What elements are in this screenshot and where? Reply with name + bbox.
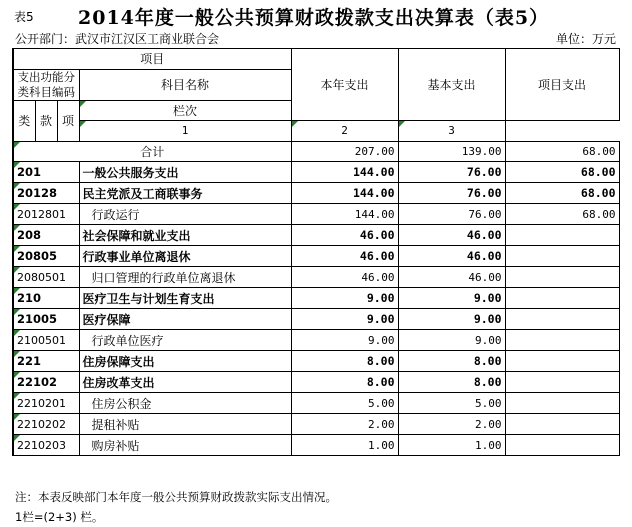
total-basic: 139.00: [398, 141, 505, 162]
table-row: [13, 288, 619, 309]
row-this-year: 2.00: [291, 414, 398, 435]
table-row: [13, 267, 619, 288]
row-basic: 76.00: [398, 183, 505, 204]
row-code: 2210203: [13, 435, 79, 456]
row-code: 210: [13, 288, 79, 309]
table-row: [13, 183, 619, 204]
department-label: 公开部门：武汉市江汉区工商业联合会: [15, 32, 220, 46]
table-row: [13, 414, 619, 435]
header-kuan: 款: [35, 100, 57, 141]
row-this-year: 1.00: [291, 435, 398, 456]
row-this-year: 144.00: [291, 204, 398, 225]
table-row: [13, 330, 619, 351]
row-project: [505, 267, 619, 288]
row-project: [505, 393, 619, 414]
table-row: [13, 309, 619, 330]
unit-label: 单位：万元: [555, 32, 616, 46]
row-name: 社会保障和就业支出: [79, 225, 291, 246]
row-project: [505, 351, 619, 372]
row-name: 提租补贴: [79, 414, 291, 435]
row-basic: 76.00: [398, 204, 505, 225]
row-name: 行政单位医疗: [79, 330, 291, 351]
row-name: 住房公积金: [79, 393, 291, 414]
row-this-year: 46.00: [291, 267, 398, 288]
col-index-1: 1: [79, 121, 291, 142]
row-code: 2012801: [13, 204, 79, 225]
col-index-2: 2: [291, 121, 398, 142]
table-row: [13, 393, 619, 414]
row-this-year: 144.00: [291, 162, 398, 183]
total-project: 68.00: [505, 141, 619, 162]
row-name: 购房补贴: [79, 435, 291, 456]
row-code: 221: [13, 351, 79, 372]
header-subject-name: 科目名称: [79, 69, 291, 100]
row-project: 68.00: [505, 183, 619, 204]
row-this-year: 8.00: [291, 351, 398, 372]
row-this-year: 46.00: [291, 246, 398, 267]
header-basic: 基本支出: [398, 49, 505, 121]
row-basic: 8.00: [398, 351, 505, 372]
expenditure-table: [12, 48, 620, 456]
row-this-year: 5.00: [291, 393, 398, 414]
header-xiang: 项: [57, 100, 79, 141]
row-basic: 2.00: [398, 414, 505, 435]
table-row: [13, 162, 619, 183]
row-this-year: 9.00: [291, 288, 398, 309]
header-func-code: 支出功能分类科目编码: [13, 69, 79, 100]
row-project: 68.00: [505, 162, 619, 183]
total-label: 合计: [13, 141, 291, 162]
row-code: 2100501: [13, 330, 79, 351]
header-lei: 类: [13, 100, 35, 141]
total-this-year: 207.00: [291, 141, 398, 162]
row-code: 22102: [13, 372, 79, 393]
row-basic: 8.00: [398, 372, 505, 393]
row-this-year: 9.00: [291, 309, 398, 330]
row-this-year: 8.00: [291, 372, 398, 393]
header-col-index: 栏次: [79, 100, 291, 121]
row-name: 行政事业单位离退休: [79, 246, 291, 267]
row-project: [505, 309, 619, 330]
row-name: 住房保障支出: [79, 351, 291, 372]
row-project: [505, 288, 619, 309]
header-project: 项目支出: [505, 49, 619, 121]
table-row: [13, 225, 619, 246]
table-row: [13, 246, 619, 267]
table-number: 表5: [14, 10, 34, 24]
row-code: 20128: [13, 183, 79, 204]
row-name: 行政运行: [79, 204, 291, 225]
row-name: 医疗保障: [79, 309, 291, 330]
row-basic: 46.00: [398, 225, 505, 246]
row-project: [505, 225, 619, 246]
table-row: [13, 351, 619, 372]
col-index-3: 3: [398, 121, 505, 142]
row-project: [505, 435, 619, 456]
row-this-year: 9.00: [291, 330, 398, 351]
footnote-1: 注：本表反映部门本年度一般公共预算财政拨款实际支出情况。: [15, 490, 337, 504]
table-row: [13, 372, 619, 393]
row-basic: 9.00: [398, 330, 505, 351]
row-name: 一般公共服务支出: [79, 162, 291, 183]
row-code: 20805: [13, 246, 79, 267]
row-basic: 9.00: [398, 309, 505, 330]
row-code: 208: [13, 225, 79, 246]
row-code: 2210202: [13, 414, 79, 435]
row-code: 2080501: [13, 267, 79, 288]
row-basic: 9.00: [398, 288, 505, 309]
header-item: 项目: [13, 49, 291, 70]
row-name: 民主党派及工商联事务: [79, 183, 291, 204]
row-code: 21005: [13, 309, 79, 330]
row-code: 2210201: [13, 393, 79, 414]
row-basic: 5.00: [398, 393, 505, 414]
row-project: [505, 414, 619, 435]
row-code: 201: [13, 162, 79, 183]
row-this-year: 46.00: [291, 225, 398, 246]
row-basic: 76.00: [398, 162, 505, 183]
row-basic: 46.00: [398, 267, 505, 288]
row-project: 68.00: [505, 204, 619, 225]
row-name: 住房改革支出: [79, 372, 291, 393]
row-basic: 1.00: [398, 435, 505, 456]
row-this-year: 144.00: [291, 183, 398, 204]
row-name: 医疗卫生与计划生育支出: [79, 288, 291, 309]
table-row: [13, 435, 619, 456]
table-row: [13, 204, 619, 225]
row-project: [505, 330, 619, 351]
row-project: [505, 372, 619, 393]
row-name: 归口管理的行政单位离退休: [79, 267, 291, 288]
row-project: [505, 246, 619, 267]
page-title: 2014年度一般公共预算财政拨款支出决算表（表5）: [78, 7, 550, 29]
footnote-2: 1栏=(2+3) 栏。: [15, 510, 104, 524]
row-basic: 46.00: [398, 246, 505, 267]
header-this-year: 本年支出: [291, 49, 398, 121]
